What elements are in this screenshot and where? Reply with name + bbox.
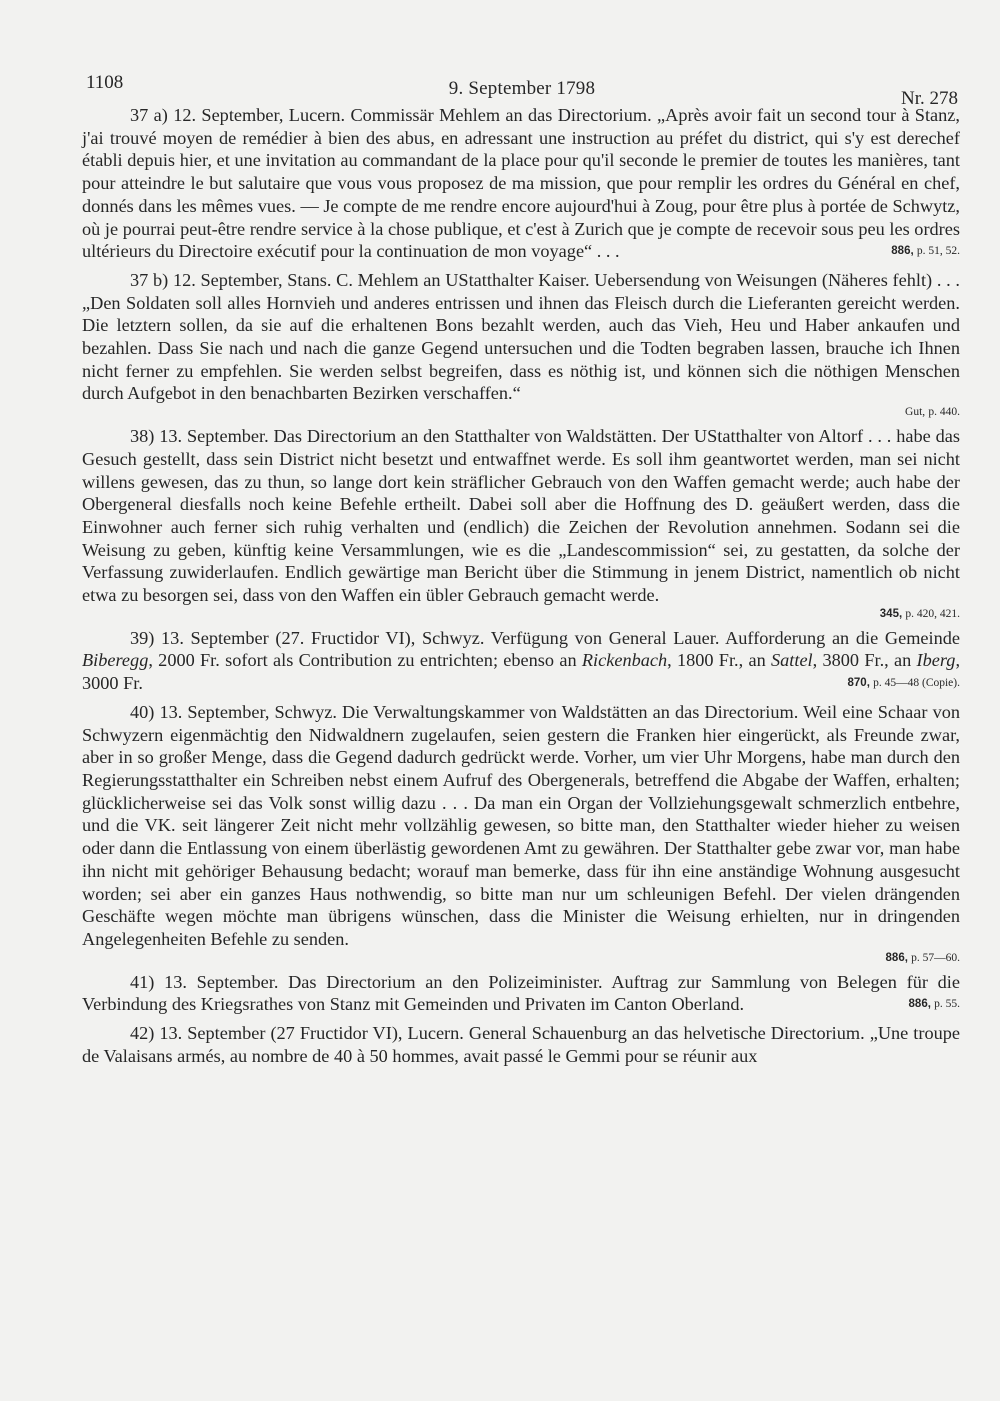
entry-text: 37 a) 12. September, Lucern. Commissär Mehlem an das Directorium. „Après avoir fait un second tour à Stanz, j'ai trouvé moyen de remédier à bien des abus, en adressant une instruction au préfet du district, qui s'y est derechef établi depuis hier, et une invitation au commandant de la place pour qu'il seconde le premier de toutes les manières, tant pour atteindre le but salutaire que vous vous proposez de ma mission, que pour remplir les ordres du Général en chef, donnés dans les mêmes vues. — Je compte de me rendre encore aujourd'hui à Zoug, pour être plus à portée de Schwytz, où je pourrai peut-être rendre service à la chose publique, et c'est à Zurich que je compte de recevoir sous peu les ordres ultérieurs du Directoire exécutif pour la continuation de mon voyage“ . . . — [82, 105, 960, 262]
source-reference: Gut, p. 440. — [905, 406, 960, 419]
document-body — [82, 104, 960, 1073]
page-number: 1108 — [86, 72, 124, 93]
running-date-header: 9. September 1798 — [448, 78, 596, 99]
entry-text: 41) 13. September. Das Directorium an den Polizeiminister. Auftrag zur Sammlung von Belegen für die Verbindung des Kriegsrathes von Stanz mit Gemeinden und Privaten im Canton Oberland. — [82, 971, 960, 1015]
entry-text: 42) 13. September (27 Fructidor VI), Lucern. General Schauenburg an das helvetische Directorium. „Une troupe de Valaisans armés, au nombre de 40 à 50 hommes, avait passé le Gemmi pour se réunir aux — [82, 1023, 960, 1066]
source-reference: 886, p. 55. — [908, 998, 960, 1011]
entry-number: Nr. 278 — [901, 88, 958, 109]
place-name: Biberegg — [82, 650, 149, 671]
source-reference: 886, p. 51, 52. — [891, 245, 960, 258]
place-name: Iberg — [916, 650, 956, 671]
entry-text: 40) 13. September, Schwyz. Die Verwaltungskammer von Waldstätten an das Directorium. Weil eine Schaar von Schwyzern eigenmächtig den Nidwaldnern zugelaufen, seien gestern die Franken hier eingerückt, als Freunde zwar, aber in so großer Menge, dass die Gegend dadurch gedrückt werde. Vorher, um vier Uhr Morgens, habe man durch den Regierungsstatthalter ein Schreiben nebst einem Aufruf des Obergenerals, betreffend die Abgabe der Waffen, erhalten; glücklicherweise sei das Volk sonst willig dazu . . . Da man ein Organ der Vollziehungsgewalt schmerzlich entbehre, und die VK. seit längerer Zeit nicht mehr vollzählig gewesen, so bitte man, den Statthalter wieder hieher zu weisen oder dann die Entlassung von einem überlästig gewordenen Amt zu gewähren. Der Statthalter gebe zwar vor, man habe ihn nicht mit gehöriger Behausung bedacht; worauf man bemerke, dass für ihn eine anständige Wohnung ausgesucht worden; sei aber ein ganzes Haus nothwendig, so bitte man nur um schleunigen Befehl. Der vielen drängenden Geschäfte wegen möchte man übrigens wünschen, dass die Minister die Weisung erhielten, nur in dringenden Angelegenheiten Befehle zu senden. — [82, 701, 960, 949]
source-reference: 886, p. 57—60. — [885, 951, 960, 964]
entry-text: 37 b) 12. September, Stans. C. Mehlem an UStatthalter Kaiser. Uebersendung von Weisungen (Näheres fehlt) . . . „Den Soldaten soll alles Hornvieh und anderes entrissen und ihnen das Fleisch durch die Lieferanten gereicht werden. Die letztern sollen, da sie auf die erhaltenen Bons bezahlt werden, auch das Vieh, Heu und Haber ankaufen und bezahlen. Dass Sie nach und nach die ganze Gegend untersuchen und die Todten begraben lassen, brauche ich Ihnen nicht ferner zu empfehlen. Sie werden selbst begreifen, dass es nöthig ist, und können sich die nöthigen Menschen durch Aufgebot in den benachbarten Bezirken verschaffen.“ — [82, 269, 960, 404]
entry-38 — [82, 425, 960, 621]
entry-42 — [82, 1022, 960, 1067]
entry-37b — [82, 269, 960, 419]
entry-37a — [82, 104, 960, 263]
entry-39: 39) 13. September (27. Fructidor VI), Schwyz. Verfügung von General Lauer. Aufforderung an die Gemeinde Biberegg, 2000 Fr. sofort als Contribution zu entrichten; ebenso an Rickenbach, 1800 Fr., an Sattel, 3800 Fr., an Iberg, 3000 Fr. 870, p. 45—48 (Copie). — [82, 627, 961, 694]
source-reference: 870, p. 45—48 (Copie). — [847, 677, 960, 690]
place-name: Sattel — [771, 650, 813, 671]
entry-text: 38) 13. September. Das Directorium an den Statthalter von Waldstätten. Der UStatthalter von Altorf . . . habe das Gesuch gestellt, dass sein District nicht besetzt und entwaffnet werde. Es soll ihm geantwortet werden, man sei nicht willens gewesen, das zu thun, so lange dort kein sträflicher Gebrauch von den Waffen gemacht werde; auch habe der Obergeneral diesfalls noch keine Befehle ertheilt. Dabei soll aber die Hoffnung des D. geäußert werden, dass die Einwohner auch ferner sich ruhig verhalten und (endlich) die Zeichen der Revolution annehmen. Sodann sei die Weisung zu geben, künftig keine Versammlungen, wie es die „Landescommission“ sei, zu gestatten, da solche der Verfassung zuwiderlaufen. Endlich gewärtige man Bericht über die Stimmung in jenem District, namentlich ob nicht etwa zu besorgen sei, dass von den Waffen ein übler Gebrauch gemacht werde. — [82, 426, 960, 606]
entry-40 — [82, 701, 960, 965]
place-name: Rickenbach — [581, 650, 668, 671]
source-reference: 345, p. 420, 421. — [879, 607, 960, 620]
entry-41 — [82, 971, 960, 1016]
